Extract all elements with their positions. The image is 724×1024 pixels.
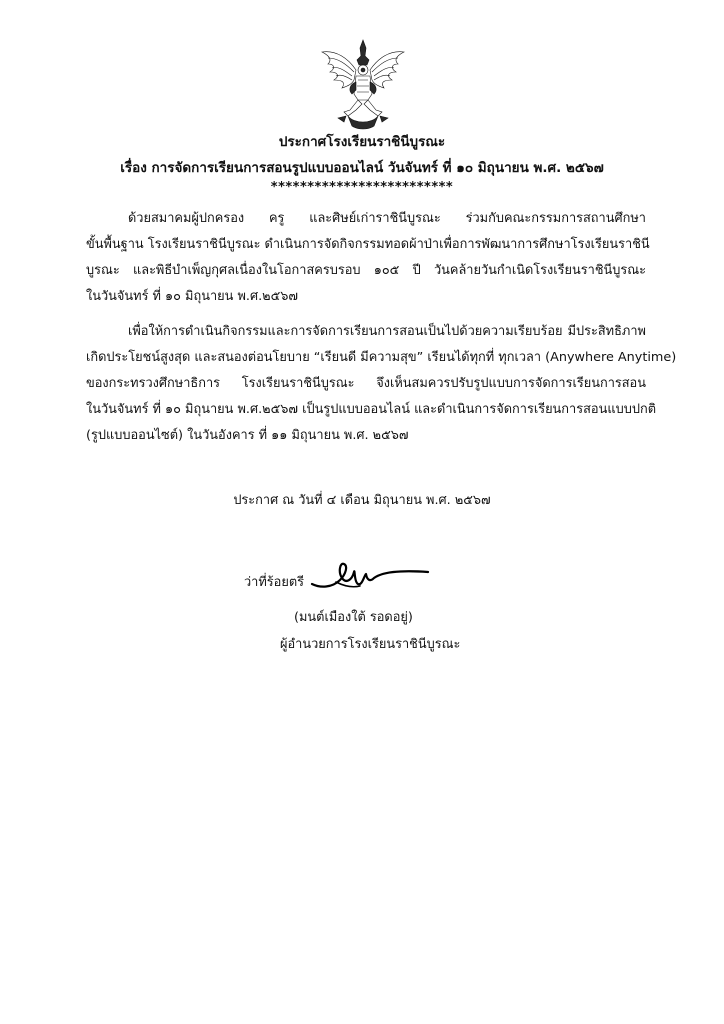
announcement-subject: เรื่อง การจัดการเรียนการสอนรูปแบบออนไลน์ วันจันทร์ ที่ ๑๐ มิถุนายน พ.ศ. ๒๕๖๗	[120, 160, 604, 176]
separator-line: *************************	[270, 180, 454, 195]
signatory-name: (มนต์เมืองใต้ รอดอยู่)	[294, 610, 413, 625]
paragraph-line: ในวันจันทร์ ที่ ๑๐ มิถุนายน พ.ศ.๒๕๖๗	[86, 289, 299, 304]
announce-date: ประกาศ ณ วันที่ ๔ เดือน มิถุนายน พ.ศ. ๒๕๖๗	[233, 493, 491, 508]
paragraph-2	[86, 319, 677, 449]
paragraph-line: ด้วยสมาคมผู้ปกครอง ครู และศิษย์เก่าราชินีบูรณะ ร่วมกับคณะกรรมการสถานศึกษา	[128, 211, 646, 226]
paragraph-line: ของกระทรวงศึกษาธิการ โรงเรียนราชินีบูรณะ จึงเห็นสมควรปรับรูปแบบการจัดการเรียนการสอน	[86, 376, 646, 391]
signatory-position: ผู้อำนวยการโรงเรียนราชินีบูรณะ	[280, 637, 461, 652]
paragraph-line: เพื่อให้การดำเนินกิจกรรมและการจัดการเรียนการสอนเป็นไปด้วยความเรียบร้อย มีประสิทธิภาพ	[128, 324, 646, 339]
paragraph-1	[86, 206, 650, 310]
paragraph-line: (รูปแบบออนไซต์) ในวันอังคาร ที่ ๑๑ มิถุนายน พ.ศ. ๒๕๖๗	[86, 428, 409, 443]
paragraph-line: บูรณะ และพิธีบำเพ็ญกุศลเนื่องในโอกาสครบรอบ ๑๐๕ ปี วันคล้ายวันกำเนิดโรงเรียนราชินีบูรณะ	[86, 263, 646, 278]
signature-rank-prefix: ว่าที่ร้อยตรี	[244, 575, 305, 590]
paragraph-line: ในวันจันทร์ ที่ ๑๐ มิถุนายน พ.ศ.๒๕๖๗ เป็นรูปแบบออนไลน์ และดำเนินการจัดการเรียนการสอนแบบปกติ	[86, 402, 657, 417]
handwritten-signature	[310, 558, 430, 594]
announcement-title: ประกาศโรงเรียนราชินีบูรณะ	[278, 134, 446, 150]
paragraph-line: ขั้นพื้นฐาน โรงเรียนราชินีบูรณะ ดำเนินการจัดกิจกรรมทอดผ้าป่าเพื่อการพัฒนาการศึกษาโรงเรียนราชินี	[86, 237, 650, 252]
paragraph-line: เกิดประโยชน์สูงสุด และสนองต่อนโยบาย “เรียนดี มีความสุข” เรียนได้ทุกที่ ทุกเวลา (Anywhere Anytime)	[86, 350, 677, 365]
garuda-emblem-icon	[318, 38, 408, 130]
